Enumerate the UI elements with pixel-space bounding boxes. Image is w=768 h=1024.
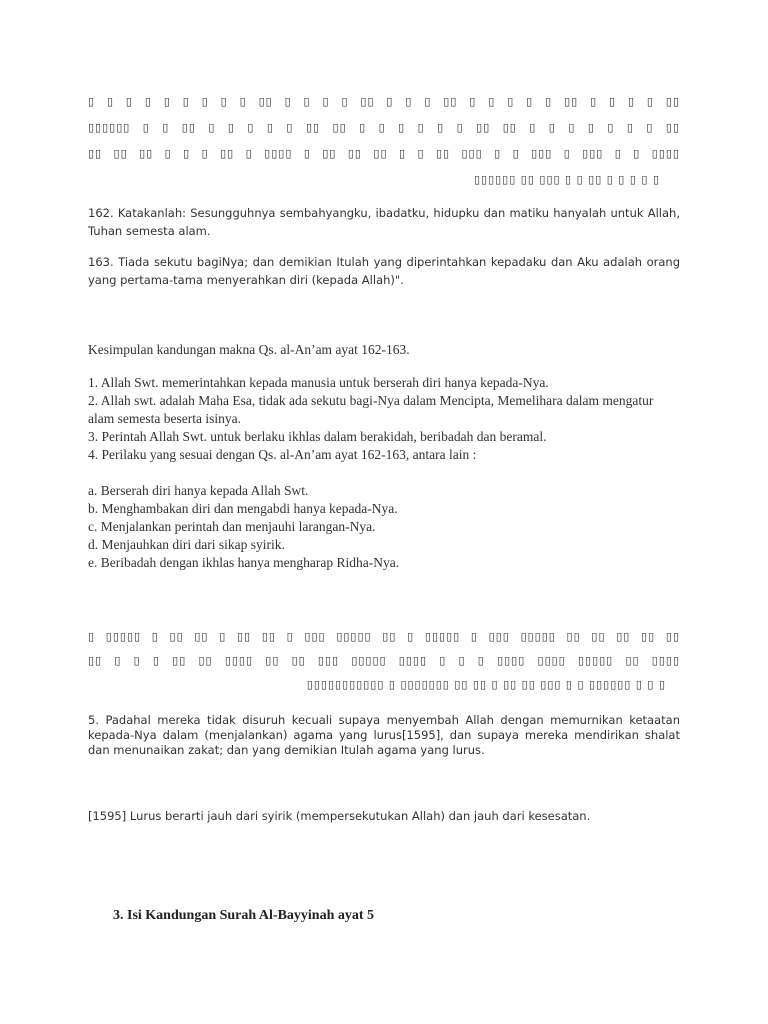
conclusion-item: 2. Allah swt. adalah Maha Esa, tidak ada sekutu bagi-Nya dalam Mencipta, Memelihara dalam mengatur alam semesta beserta isinya. — [88, 393, 654, 426]
behavior-item: b. Menghambakan diri dan mengabdi hanya kepada-Nya. — [88, 501, 398, 516]
conclusion-item: 4. Perilaku yang sesuai dengan Qs. al-An’am ayat 162-163, antara lain : — [88, 447, 477, 462]
conclusion-title: Kesimpulan kandungan makna Qs. al-An’am ayat 162-163. — [88, 342, 410, 357]
arabic-line: ▯▯ ▯▯ ▯▯ ▯ ▯ ▯ ▯▯ ▯ ▯▯▯▯ ▯ ▯▯ ▯▯ ▯▯ ▯ ▯ ▯▯ ▯▯▯ ▯ ▯ ▯▯▯ ▯ ▯▯▯ ▯ ▯ ▯▯▯▯ — [88, 147, 680, 160]
arabic-verse-bayyinah-5 — [88, 630, 680, 702]
conclusion-item: 3. Perintah Allah Swt. untuk berlaku ikhlas dalam berakidah, beribadah dan beramal. — [88, 429, 547, 444]
conclusion-list — [88, 374, 680, 464]
behavior-item: c. Menjalankan perintah dan menjauhi larangan-Nya. — [88, 519, 376, 534]
translation-5: 5. Padahal mereka tidak disuruh kecuali supaya menyembah Allah dengan memurnikan ketaatan kepada-Nya dalam (menjalankan) agama yang lurus[1595], dan supaya mereka mendirikan shalat dan menunaikan zakat; dan yang demikian Itulah agama yang lurus. — [88, 713, 680, 757]
behavior-list — [88, 482, 680, 572]
behavior-item: e. Beribadah dengan ikhlas hanya mengharap Ridha-Nya. — [88, 555, 400, 570]
translation-162: 162. Katakanlah: Sesungguhnya sembahyangku, ibadatku, hidupku dan matiku hanyalah untuk Allah, Tuhan semesta alam. — [88, 206, 680, 238]
translation-163: 163. Tiada sekutu bagiNya; dan demikian Itulah yang diperintahkan kepadaku dan Aku adalah orang yang pertama-tama menyerahkan diri (kepada Allah)". — [88, 255, 680, 287]
behavior-item: d. Menjauhkan diri dari sikap syirik. — [88, 537, 285, 552]
arabic-line: ▯▯▯▯▯▯ ▯▯ ▯▯▯ ▯ ▯ ▯▯ ▯ ▯ ▯ ▯ ▯ — [473, 173, 660, 186]
footnote-1595: [1595] Lurus berarti jauh dari syirik (mempersekutukan Allah) dan jauh dari kesesatan. — [88, 809, 591, 823]
arabic-line: ▯ ▯ ▯ ▯ ▯ ▯ ▯ ▯ ▯ ▯▯ ▯ ▯ ▯ ▯ ▯▯ ▯ ▯ ▯ ▯▯ ▯ ▯ ▯ ▯ ▯ ▯▯ ▯ ▯ ▯ ▯ ▯▯ — [88, 95, 680, 108]
arabic-line: ▯ ▯▯▯▯▯ ▯ ▯▯ ▯▯ ▯ ▯▯ ▯▯ ▯ ▯▯▯ ▯▯▯▯▯ ▯▯ ▯ ▯▯▯▯▯ ▯ ▯▯▯ ▯▯▯▯▯ ▯▯ ▯▯ ▯▯ ▯▯ ▯▯ — [88, 630, 680, 643]
arabic-line: ▯▯▯▯▯▯▯▯▯▯▯ ▯ ▯▯▯▯▯▯▯ ▯▯ ▯▯ ▯ ▯▯ ▯▯ ▯▯▯ ▯ ▯ ▯▯▯▯▯▯ ▯ ▯ ▯ — [306, 678, 666, 691]
behavior-item: a. Berserah diri hanya kepada Allah Swt. — [88, 483, 309, 498]
arabic-line: ▯▯▯▯▯▯ ▯ ▯ ▯▯ ▯ ▯ ▯ ▯ ▯ ▯▯ ▯▯ ▯ ▯ ▯ ▯ ▯ ▯ ▯▯ ▯▯ ▯ ▯ ▯ ▯ ▯ ▯ ▯ ▯▯ — [88, 121, 680, 134]
conclusion-item: 1. Allah Swt. memerintahkan kepada manusia untuk berserah diri hanya kepada-Nya. — [88, 375, 549, 390]
arabic-line: ▯▯ ▯ ▯ ▯ ▯▯ ▯▯ ▯▯▯▯ ▯▯ ▯▯ ▯▯▯ ▯▯▯▯▯ ▯▯▯▯ ▯ ▯ ▯ ▯▯▯▯ ▯▯▯▯ ▯▯▯▯▯ ▯▯ ▯▯▯▯ — [88, 654, 680, 667]
section-heading: 3. Isi Kandungan Surah Al-Bayyinah ayat 5 — [113, 908, 375, 923]
arabic-verse-162-163 — [88, 95, 680, 199]
